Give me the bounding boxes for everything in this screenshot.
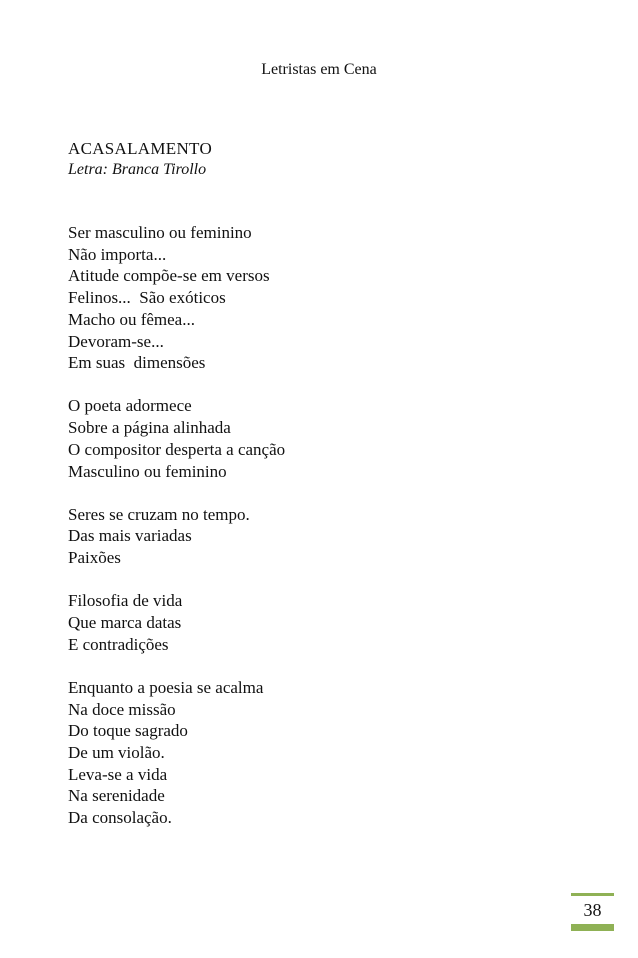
poem-body xyxy=(68,222,568,829)
poem-line: Devoram-se... xyxy=(68,331,164,351)
poem-line: Que marca datas xyxy=(68,613,182,633)
poem-line: Ser masculino ou feminino xyxy=(68,223,252,242)
poem-line: De um violão. xyxy=(68,743,165,763)
poem-line: Felinos... São exóticos xyxy=(68,288,226,308)
poem-line: Enquanto a poesia se acalma xyxy=(68,677,264,697)
poem-line: Macho ou fêmea... xyxy=(68,309,195,329)
poem-line: Filosofia de vida xyxy=(68,591,183,611)
stanza xyxy=(68,504,568,569)
poem-line: Masculino ou feminino xyxy=(68,461,227,481)
poem-line: O compositor desperta a canção xyxy=(68,439,286,459)
poem-line: Em suas dimensões xyxy=(68,353,206,373)
stanza xyxy=(68,590,568,655)
stanza xyxy=(68,395,568,482)
poem xyxy=(68,138,568,850)
poem-author: Letra: Branca Tirollo xyxy=(68,161,207,178)
poem-line: Leva-se a vida xyxy=(68,764,168,784)
poem-line: Não importa... xyxy=(68,244,167,264)
stanza xyxy=(68,222,568,374)
poem-line: Da consolação. xyxy=(68,808,172,828)
poem-title: ACASALAMENTO xyxy=(68,139,213,158)
poem-line: Do toque sagrado xyxy=(68,721,188,741)
stanza xyxy=(68,677,568,829)
poem-line: E contradições xyxy=(68,634,169,654)
page-number-bottom-bar xyxy=(571,924,614,931)
poem-line: O poeta adormece xyxy=(68,396,192,416)
poem-line: Das mais variadas xyxy=(68,526,192,546)
running-header: Letristas em Cena xyxy=(261,61,377,78)
page-number: 38 xyxy=(583,900,602,920)
poem-line: Seres se cruzam no tempo. xyxy=(68,504,250,524)
poem-line: Atitude compõe-se em versos xyxy=(68,266,270,286)
poem-line: Na doce missão xyxy=(68,699,176,719)
poem-line: Paixões xyxy=(68,548,121,568)
poem-line: Na serenidade xyxy=(68,786,165,806)
page-number-box xyxy=(571,893,614,922)
poem-line: Sobre a página alinhada xyxy=(68,418,231,438)
page-number-top-rule xyxy=(571,893,614,896)
